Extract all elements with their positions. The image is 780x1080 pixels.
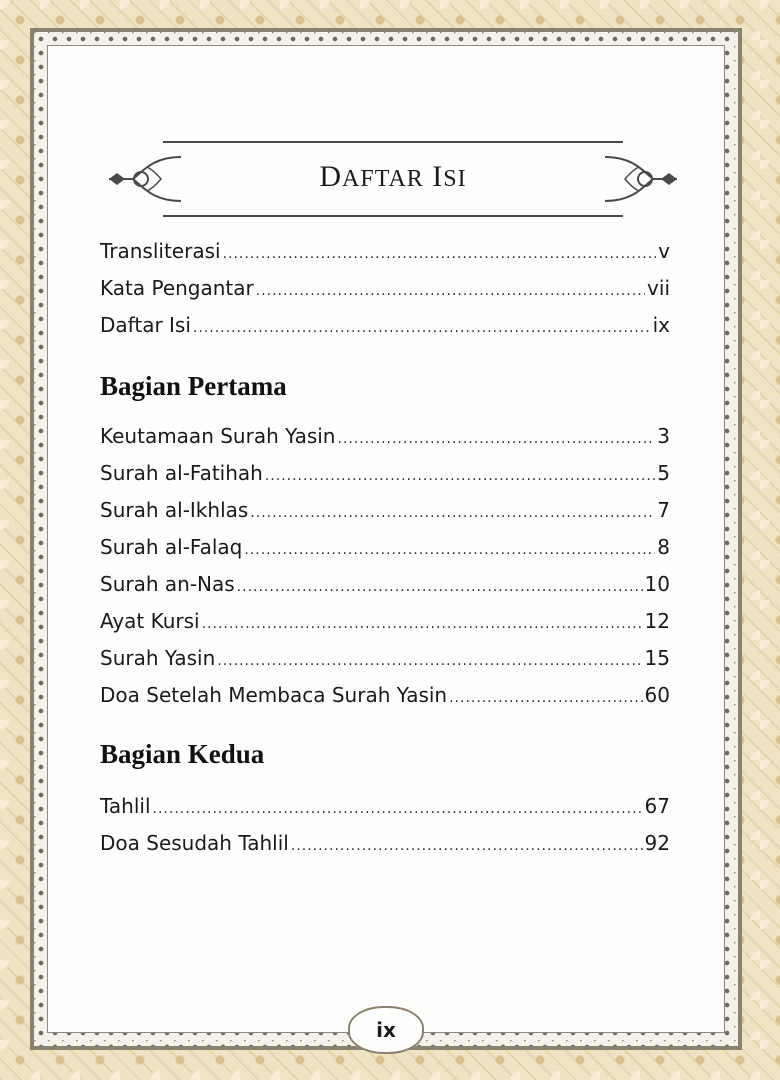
- toc-entry-page: 67: [644, 794, 670, 818]
- toc-entry[interactable]: [100, 831, 670, 859]
- toc-entry-page: 60: [644, 683, 670, 707]
- title-initial: D: [319, 160, 343, 193]
- toc-entry-page: 8: [657, 535, 670, 559]
- section-heading: Bagian Pertama: [100, 371, 287, 401]
- toc-entry-page: 7: [657, 498, 670, 522]
- title-rule-top: [163, 141, 623, 143]
- page-title: [103, 160, 683, 194]
- toc-entry-page: 3: [657, 424, 670, 448]
- toc-entry-page: v: [658, 239, 670, 263]
- page-number-badge: ix: [348, 1006, 424, 1054]
- ornament-border-pattern: [34, 32, 738, 1046]
- dot-leader: [193, 320, 651, 336]
- toc-entry[interactable]: [100, 609, 670, 637]
- toc-entry[interactable]: [100, 646, 670, 674]
- toc-entry[interactable]: [100, 276, 670, 304]
- title-initial-2: I: [432, 160, 444, 193]
- dot-leader: [256, 283, 645, 299]
- dot-leader: [237, 579, 643, 595]
- toc-entry[interactable]: [100, 498, 670, 526]
- dot-leader: [244, 542, 655, 558]
- toc-entry-label: Keutamaan Surah Yasin: [100, 424, 336, 448]
- toc-entry-label: Doa Setelah Membaca Surah Yasin: [100, 683, 448, 707]
- decorative-border: [30, 28, 742, 1050]
- toc-entry-label: Doa Sesudah Tahlil: [100, 831, 289, 855]
- toc-entry[interactable]: [100, 572, 670, 600]
- toc-entry-page: 5: [657, 461, 670, 485]
- toc-entry-label: Surah al-Falaq: [100, 535, 243, 559]
- dot-leader: [291, 838, 643, 854]
- toc-entry-page: 12: [644, 609, 670, 633]
- dot-leader: [223, 246, 657, 262]
- toc-entry[interactable]: [100, 461, 670, 489]
- toc-page: [47, 45, 725, 1042]
- toc-entry-page: 92: [644, 831, 670, 855]
- toc-entry-page: ix: [652, 313, 670, 337]
- dot-leader: [250, 505, 655, 521]
- dot-leader: [153, 801, 643, 817]
- toc-entry-page: vii: [647, 276, 670, 300]
- toc-entry-page: 15: [644, 646, 670, 670]
- toc-entry[interactable]: [100, 313, 670, 341]
- toc-entry[interactable]: [100, 794, 670, 822]
- section-heading: Bagian Kedua: [100, 739, 265, 769]
- toc-entry-page: 10: [644, 572, 670, 596]
- toc-entry-label: Ayat Kursi: [100, 609, 200, 633]
- toc-entry[interactable]: [100, 535, 670, 563]
- toc-entry-label: Kata Pengantar: [100, 276, 254, 300]
- toc-entry-label: Surah al-Fatihah: [100, 461, 263, 485]
- toc-entry-label: Tahlil: [100, 794, 151, 818]
- toc-entry[interactable]: [100, 683, 670, 711]
- title-rule-bottom: [163, 215, 623, 217]
- toc-entry[interactable]: [100, 239, 670, 267]
- dot-leader: [265, 468, 655, 484]
- toc-entry-label: Surah Yasin: [100, 646, 216, 670]
- title-rest-2: SI: [443, 166, 467, 192]
- toc-entry-label: Daftar Isi: [100, 313, 191, 337]
- toc-entry-label: Transliterasi: [100, 239, 221, 263]
- title-banner: [103, 141, 683, 217]
- dot-leader: [202, 616, 643, 632]
- dot-leader: [337, 431, 655, 447]
- title-rest: AFTAR: [342, 166, 424, 192]
- toc-entry-label: Surah al-Ikhlas: [100, 498, 249, 522]
- toc-entry-label: Surah an-Nas: [100, 572, 235, 596]
- dot-leader: [217, 653, 642, 669]
- dot-leader: [449, 690, 642, 706]
- toc-entry[interactable]: [100, 424, 670, 452]
